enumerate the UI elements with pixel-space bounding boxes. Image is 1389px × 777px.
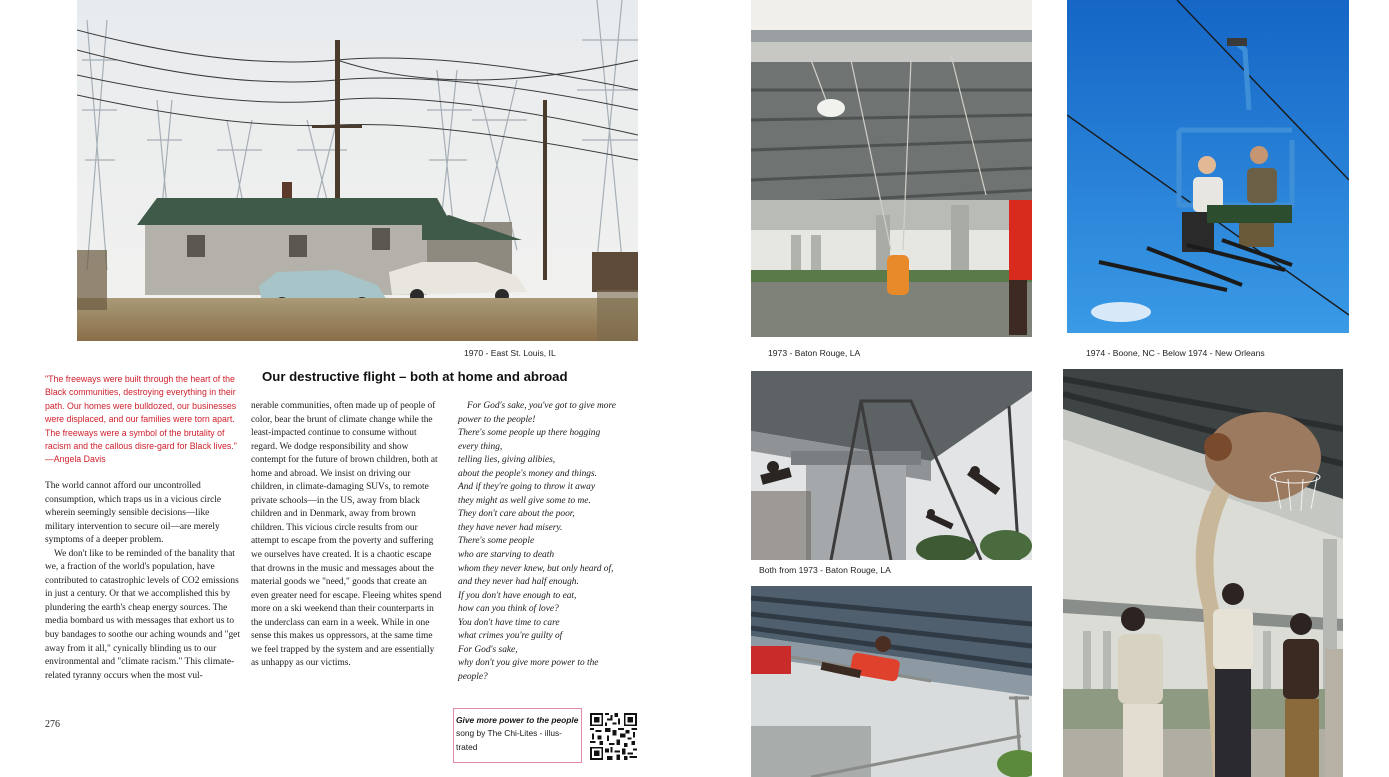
qr-code-icon[interactable] <box>590 713 637 760</box>
song-info-box[interactable] <box>453 708 582 763</box>
house-power-lines-photo <box>77 0 638 341</box>
caption-baton-rouge-swing: 1973 - Baton Rouge, LA <box>768 348 861 358</box>
freeway-swing-photo <box>751 371 1032 560</box>
lyric-line: whom they never knew, but only heard of, <box>458 563 614 574</box>
paragraph: The world cannot afford our uncontrolled consumption, which traps us in a vicious circle wherein seemingly sensible decisions—like military intervention to secure oil—are merely symptoms of a deeper problem. <box>45 481 222 546</box>
page-number: 276 <box>45 719 60 730</box>
song-credit-cont: trated <box>456 741 478 752</box>
lyric-line: power to the people! <box>458 414 536 425</box>
photo-baton-rouge-pair-bottom <box>751 586 1032 777</box>
article-heading: Our destructive flight – both at home and abroad <box>262 369 568 384</box>
lyric-line: they have never had misery. <box>458 522 563 533</box>
swing-under-freeway-photo <box>751 0 1032 337</box>
caption-baton-rouge-pair: Both from 1973 - Baton Rouge, LA <box>759 565 891 575</box>
lyric-line: And if they're going to throw it away <box>458 482 595 493</box>
paragraph: We don't like to be reminded of the banality that we, a fraction of the world's population, have contributed to catastrophic levels of CO2 emissions in just a century. Or that we accomplished this by plundering the earth's cheap energy sources. The media bombard us with messages that exhort us to buy bandages to soothe our aching wounds and "get away from it all," cynically blinding us to our environmental and "climate racism." This climate-related tyranny occurs when the most vul- <box>45 548 240 681</box>
photo-east-st-louis <box>77 0 638 341</box>
lyric-line: what crimes you're guilty of <box>458 631 563 642</box>
lyric-line: and they never had half enough. <box>458 577 579 588</box>
lyric-line: people? <box>458 671 488 682</box>
song-lyrics <box>458 400 648 684</box>
ski-chairlift-photo <box>1067 0 1349 333</box>
song-title: Give more power to the people <box>456 715 579 725</box>
article-column-1 <box>45 480 241 683</box>
photo-baton-rouge-pair-top <box>751 371 1032 560</box>
pull-quote: "The freeways were built through the heart of the Black communities, destroying everything in their path. Our homes were bulldozed, our businesses were displaced, and our families were torn apart. The freeways were a symbol of the brutality of racism and the callous disre-gard for Black lives." —Angela Davis <box>45 374 237 465</box>
lyric-line: They don't care about the poor, <box>458 509 575 520</box>
lyric-line: For God's sake, <box>458 644 518 655</box>
lyric-line: There's some people up there hogging <box>458 428 601 439</box>
photo-boone-chairlift <box>1067 0 1349 333</box>
lyric-line: how can you think of love? <box>458 604 559 615</box>
lyric-line: There's some people <box>458 536 535 547</box>
song-credit: song by The Chi-Lites - illus- <box>456 728 562 739</box>
photo-new-orleans-basketball <box>1063 369 1343 777</box>
freeway-swing-photo <box>751 586 1032 777</box>
paragraph: nerable communities, often made up of people of color, bear the brunt of climate change while the least-impacted continue to consume without regard. We dodge responsibility and show contempt for the future of brown children, both at home and abroad. We insist on driving our children, in climate-damaging SUVs, to remote private schools—in the US, away from black children and in Denmark, away from brown children. This vicious circle results from our attempt to escape from the poverty and suffering we ourselves have created. It is a chaotic escape that drowns in the music and messages about the material goods we "need," goods that create an even greater need for escape. Fleeing whites spend more on a ski weekend than their counterparts in the underclass can earn in a week. While in one sense this makes us oppressors, at the same time we feel trapped by the system and are essentially as unhappy as our victims. <box>251 401 442 669</box>
lyric-line: who are starving to death <box>458 550 555 561</box>
caption-east-st-louis: 1970 - East St. Louis, IL <box>464 348 556 358</box>
lyric-line: every thing, <box>458 441 503 452</box>
photo-baton-rouge-swing <box>751 0 1032 337</box>
lyric-line: why don't you give more power to the <box>458 658 599 669</box>
lyric-line: For God's sake, you've got to give more <box>467 401 616 411</box>
lyric-line: they might as well give some to me. <box>458 495 591 506</box>
lyric-line: about the people's money and things. <box>458 468 597 479</box>
caption-boone-chairlift: 1974 - Boone, NC - Below 1974 - New Orleans <box>1086 348 1265 358</box>
lyric-line: You don't have time to care <box>458 617 560 628</box>
basketball-under-freeway-photo <box>1063 369 1343 777</box>
article-column-2 <box>251 400 443 671</box>
qr-code-icon <box>590 713 637 760</box>
lyric-line: If you don't have enough to eat, <box>458 590 577 601</box>
lyric-line: telling lies, giving alibies, <box>458 455 556 466</box>
